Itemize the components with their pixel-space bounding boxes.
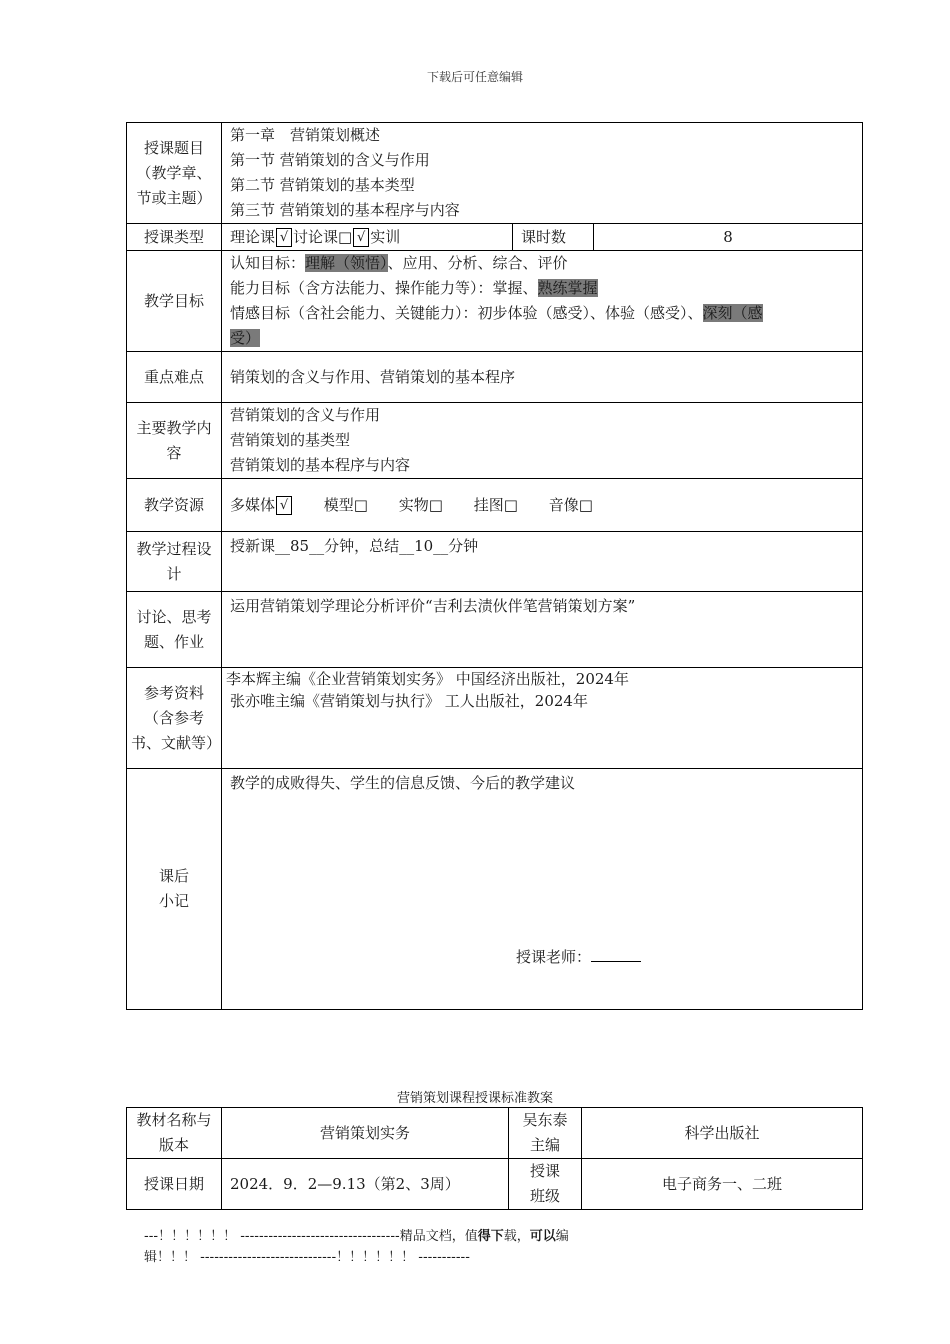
lesson-type-options [222,224,513,251]
goals-content [222,251,863,352]
cognitive-highlight: 理解（领悟） [305,254,388,272]
content-label: 主要教学内容 [127,403,222,479]
reference-line: 张亦唯主编《营销策划与执行》 工人出版社，2024年 [230,692,588,710]
references-label: 参考资料（含参考书、文献等） [127,668,222,769]
teacher-signature [516,945,641,970]
second-page-title: 营销策划课程授课标准教案 [396,1091,553,1106]
references-row [127,668,863,769]
textbook-row [127,1108,863,1159]
footer-bold: 得下 [477,1229,504,1244]
hours-label: 课时数 [513,224,594,251]
date-value: 2024．9．2—9.13（第2、3周） [222,1159,509,1210]
audio-video-option[interactable]: 音像□ [548,495,593,514]
teacher-name-field[interactable] [591,945,641,962]
emotion-prefix: 情感目标（含社会能力、关键能力）：初步体验（感受）、体验（感受）、 [230,304,703,322]
theory-checkbox[interactable]: √ [276,228,292,247]
process-row [127,532,863,592]
object-option[interactable]: 实物□ [398,495,443,514]
references-list [222,668,863,769]
textbook-label: 教材名称与版本 [127,1108,222,1159]
textbook-value: 营销策划实务 [222,1108,509,1159]
topic-line: 第一节 营销策划的含义与作用 [230,151,430,169]
summary-content [222,769,863,1010]
ability-goal [230,276,854,301]
hours-value: 8 [594,224,863,251]
emotion-goal [230,301,854,326]
goals-row [127,251,863,352]
content-row [127,403,863,479]
discussion-label: 讨论、思考题、作业 [127,592,222,668]
footer-text: ---！！！！！！ ----------------------------------精品文档，值 [144,1229,478,1244]
theory-option: 理论课 [230,227,276,246]
lesson-type-row [127,224,863,251]
topic-label: 授课题目（教学章、节或主题） [127,123,222,224]
process-text: 授新课__85__分钟，总结__10__分钟 [222,532,863,592]
emotion-goal-cont [230,326,854,351]
topic-line: 第二节 营销策划的基本类型 [230,176,415,194]
class-value: 电子商务一、二班 [582,1159,863,1210]
content-list [222,403,863,479]
process-label: 教学过程设 计 [127,532,222,592]
footer-line-1 [144,1226,604,1247]
footer-watermark [144,1226,604,1268]
multimedia-option [230,496,293,514]
ability-highlight: 熟练掌握 [537,279,598,297]
multimedia-label: 多媒体 [230,495,276,514]
cognitive-rest: 、应用、分析、综合、评价 [387,254,568,272]
footer-bold: 可以 [529,1229,556,1244]
practice-option: 实训 [370,227,401,246]
lesson-type-label: 授课类型 [127,224,222,251]
emotion-highlight-cont: 受） [230,329,261,347]
date-row [127,1159,863,1210]
summary-label: 课后小记 [127,769,222,1010]
resources-row [127,479,863,532]
emotion-highlight: 深刻（感 [702,304,763,322]
summary-row [127,769,863,1010]
header-note: 下载后可任意编辑 [426,70,523,84]
footer-text: 载， [503,1229,530,1244]
footer-text: 编 [555,1229,569,1244]
content-line: 营销策划的含义与作用 [230,406,381,424]
course-info-table [126,1107,863,1210]
goals-label: 教学目标 [127,251,222,352]
chart-option[interactable]: 挂图□ [473,495,518,514]
teacher-label: 授课老师： [516,948,592,966]
cognitive-prefix: 认知目标： [230,254,306,272]
editor-value: 吴东泰主编 [509,1108,582,1159]
ability-prefix: 能力目标（含方法能力、操作能力等）：掌握、 [230,279,538,297]
keypoints-text: 销策划的含义与作用、营销策划的基本程序 [222,352,863,403]
discussion-checkbox[interactable]: √ [353,228,369,247]
keypoints-row [127,352,863,403]
footer-line-2: 辑！！！ -----------------------------！！！！！！ ----------- [144,1250,470,1265]
model-option[interactable]: 模型□ [323,495,368,514]
discussion-row [127,592,863,668]
resources-label: 教学资源 [127,479,222,532]
topic-line: 第三节 营销策划的基本程序与内容 [230,201,460,219]
discussion-text: 运用营销策划学理论分析评价“吉利去渍伙伴笔营销策划方案” [222,592,863,668]
topic-content [222,123,863,224]
summary-text: 教学的成败得失、学生的信息反馈、今后的教学建议 [230,774,576,792]
date-label: 授课日期 [127,1159,222,1210]
reference-line: 李本辉主编《企业营销策划实务》 中国经济出版社，2024年 [226,670,629,688]
topic-row [127,123,863,224]
multimedia-checkbox[interactable]: √ [276,496,292,515]
topic-line: 第一章 营销策划概述 [230,126,381,144]
class-label: 授课班级 [509,1159,582,1210]
keypoints-label: 重点难点 [127,352,222,403]
discussion-option: 讨论课□ [293,227,353,246]
cognitive-goal [230,251,854,276]
publisher-value: 科学出版社 [582,1108,863,1159]
content-line: 营销策划的基本程序与内容 [230,456,411,474]
lesson-plan-table [126,122,863,1010]
content-line: 营销策划的基类型 [230,431,351,449]
resources-options [222,479,863,532]
